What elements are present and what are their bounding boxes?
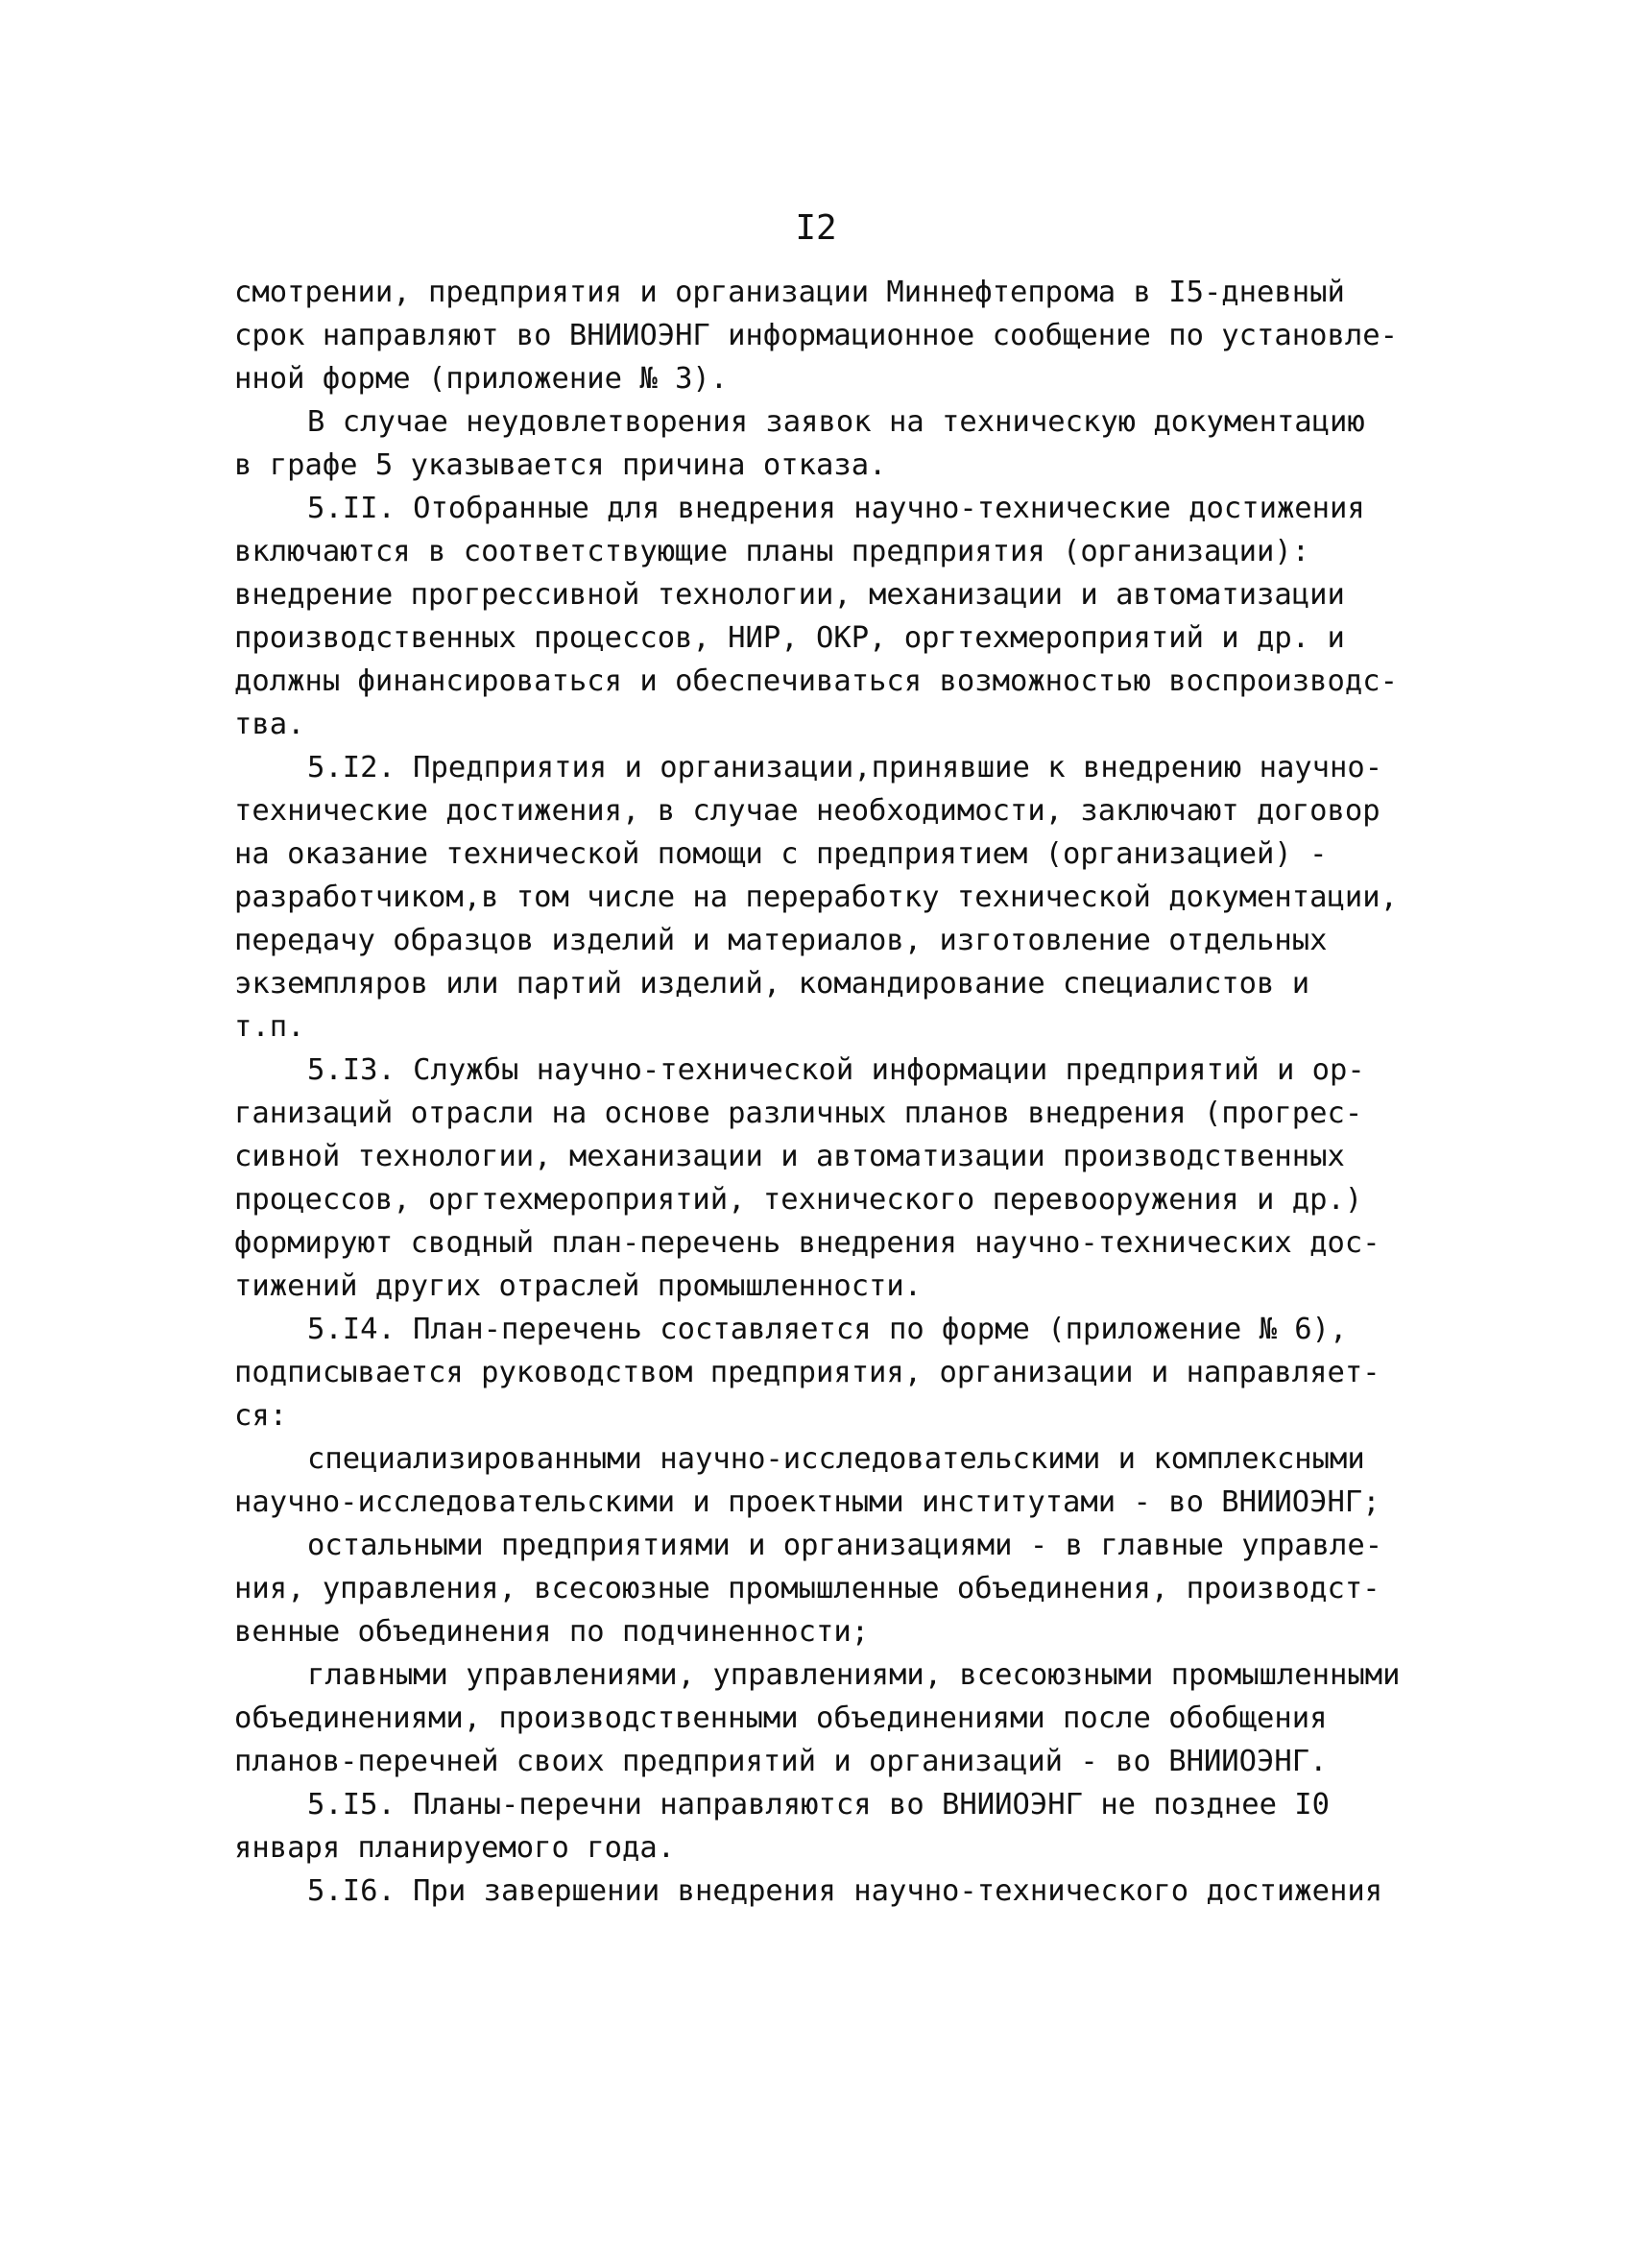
text-line: главными управлениями, управлениями, всесоюзными промышленными xyxy=(307,1658,1401,1692)
text-line: включаются в соответствующие планы предприятия (организации): xyxy=(234,535,1310,568)
text-line: 5.I4. План-перечень составляется по форме (приложение № 6), xyxy=(307,1313,1348,1346)
text-line: ся: xyxy=(234,1399,288,1433)
text-line: ганизаций отрасли на основе различных планов внедрения (прогрес- xyxy=(234,1097,1363,1130)
text-line: 5.I5. Планы-перечни направляются во ВНИИОЭНГ не позднее I0 xyxy=(307,1788,1331,1822)
text-line: передачу образцов изделий и материалов, изготовление отдельных xyxy=(234,924,1328,957)
text-line: В случае неудовлетворения заявок на техническую документацию xyxy=(307,405,1365,439)
text-line: 5.II. Отобранные для внедрения научно-технические достижения xyxy=(307,492,1365,525)
text-line: ния, управления, всесоюзные промышленные объединения, производст- xyxy=(234,1572,1380,1605)
text-line: сивной технологии, механизации и автоматизации производственных xyxy=(234,1140,1345,1173)
text-line: тижений других отраслей промышленности. xyxy=(234,1269,923,1303)
text-line: 5.I3. Службы научно-технической информации предприятий и ор- xyxy=(307,1053,1365,1087)
text-line: специализированными научно-исследовательскими и комплексными xyxy=(307,1442,1365,1476)
text-line: процессов, оргтехмероприятий, технического перевооружения и др.) xyxy=(234,1183,1363,1217)
text-line: 5.I2. Предприятия и организации,принявшие к внедрению научно- xyxy=(307,751,1383,784)
text-line: должны финансироваться и обеспечиваться возможностью воспроизводс- xyxy=(234,664,1398,698)
text-line: планов-перечней своих предприятий и организаций - во ВНИИОЭНГ. xyxy=(234,1745,1328,1778)
text-line: нной форме (приложение № 3). xyxy=(234,362,729,396)
text-line: подписывается руководством предприятия, организации и направляет- xyxy=(234,1356,1380,1389)
text-line: экземпляров или партий изделий, командирование специалистов и xyxy=(234,967,1310,1001)
text-line: тва. xyxy=(234,708,305,741)
text-line: внедрение прогрессивной технологии, механизации и автоматизации xyxy=(234,578,1345,612)
text-line: формируют сводный план-перечень внедрения научно-технических дос- xyxy=(234,1226,1380,1260)
text-line: т.п. xyxy=(234,1010,305,1044)
text-line: января планируемого года. xyxy=(234,1831,676,1865)
text-line: в графе 5 указывается причина отказа. xyxy=(234,448,887,482)
text-line: технические достижения, в случае необходимости, заключают договор xyxy=(234,794,1380,828)
text-line: 5.I6. При завершении внедрения научно-технического достижения xyxy=(307,1874,1383,1908)
text-line: разработчиком,в том числе на переработку технической документации, xyxy=(234,881,1398,914)
page-number: I2 xyxy=(795,208,837,248)
text-line: срок направляют во ВНИИОЭНГ информационное сообщение по установле- xyxy=(234,319,1398,352)
text-line: производственных процессов, НИР, ОКР, оргтехмероприятий и др. и xyxy=(234,621,1345,655)
body-text xyxy=(234,271,1453,1913)
text-line: венные объединения по подчиненности; xyxy=(234,1615,870,1649)
text-line: остальными предприятиями и организациями - в главные управле- xyxy=(307,1529,1383,1562)
text-line: объединениями, производственными объединениями после обобщения xyxy=(234,1701,1328,1735)
text-line: смотрении, предприятия и организации Миннефтепрома в I5-дневный xyxy=(234,276,1345,309)
text-line: научно-исследовательскими и проектными институтами - во ВНИИОЭНГ; xyxy=(234,1485,1380,1519)
text-line: на оказание технической помощи с предприятием (организацией) - xyxy=(234,837,1328,871)
